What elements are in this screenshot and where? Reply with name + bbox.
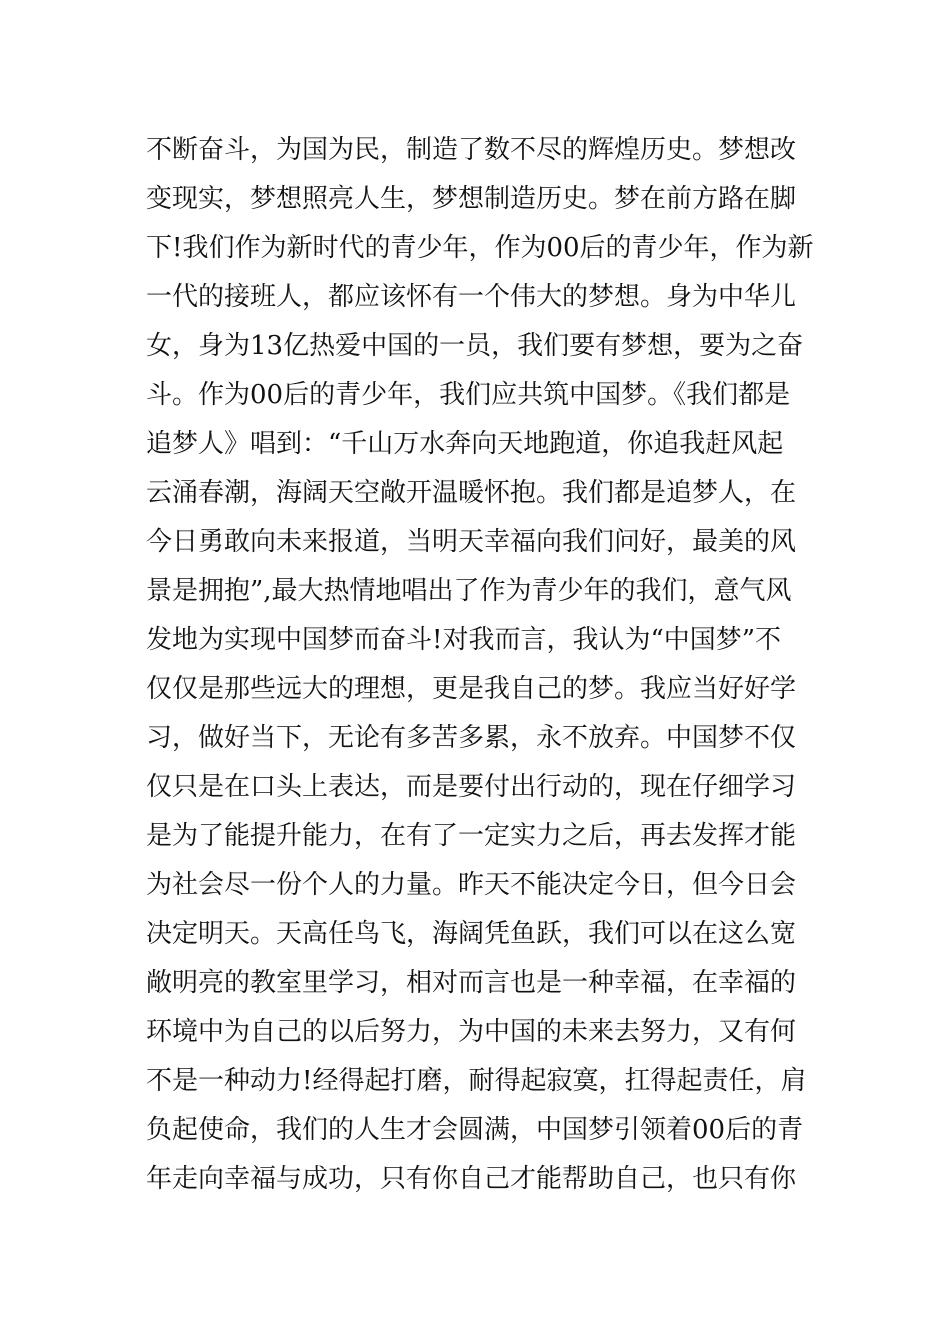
text-line: 一代的接班人，都应该怀有一个伟大的梦想。身为中华儿 [146,282,797,312]
text-line: 不是一种动力!经得起打磨，耐得起寂寞，扛得起责任，肩 [146,1066,807,1096]
text-line: 决定明天。天高任鸟飞，海阔凭鱼跃，我们可以在这么宽 [146,919,797,949]
text-line: 云涌春潮，海阔天空敞开温暖怀抱。我们都是追梦人，在 [146,478,797,508]
text-line: 女，身为13亿热爱中国的一员，我们要有梦想，要为之奋 [146,331,804,361]
text-line: 变现实，梦想照亮人生，梦想制造历史。梦在前方路在脚 [146,184,797,214]
text-line: 下!我们作为新时代的青少年，作为00后的青少年，作为新 [146,233,814,263]
text-line: 今日勇敢向未来报道，当明天幸福向我们问好，最美的风 [146,527,797,557]
text-line: 负起使命，我们的人生才会圆满，中国梦引领着00后的青 [146,1115,804,1145]
text-line: 敞明亮的教室里学习，相对而言也是一种幸福，在幸福的 [146,968,797,998]
text-line: 仅仅是那些远大的理想，更是我自己的梦。我应当好好学 [146,674,797,704]
text-line: 景是拥抱”,最大热情地唱出了作为青少年的我们，意气风 [146,576,792,606]
text-line: 仅只是在口头上表达，而是要付出行动的，现在仔细学习 [146,772,797,802]
body-text [146,126,816,1204]
text-line: 是为了能提升能力，在有了一定实力之后，再去发挥才能 [146,821,797,851]
text-line: 追梦人》唱到：“千山万水奔向天地跑道，你追我赶风起 [146,429,784,459]
text-line: 为社会尽一份个人的力量。昨天不能决定今日，但今日会 [146,870,797,900]
text-line: 不断奋斗，为国为民，制造了数不尽的辉煌历史。梦想改 [146,135,797,165]
text-line: 斗。作为00后的青少年，我们应共筑中国梦。《我们都是 [146,380,791,410]
text-line: 环境中为自己的以后努力，为中国的未来去努力，又有何 [146,1017,797,1047]
text-line: 年走向幸福与成功，只有你自己才能帮助自己，也只有你 [146,1164,797,1194]
text-line: 发地为实现中国梦而奋斗!对我而言，我认为“中国梦”不 [146,625,782,655]
text-line: 习，做好当下，无论有多苦多累，永不放弃。中国梦不仅 [146,723,797,753]
